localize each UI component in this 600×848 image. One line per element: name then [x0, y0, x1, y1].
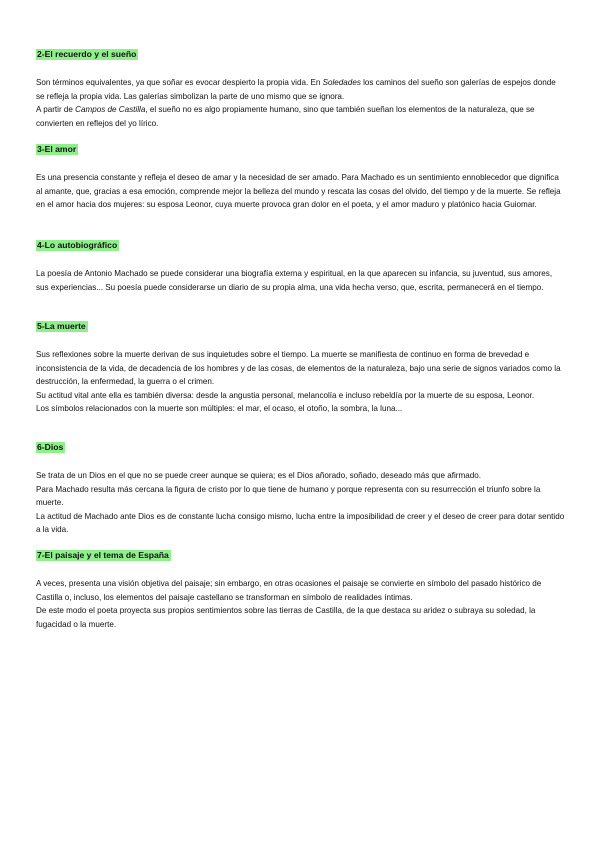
paragraph: Se trata de un Dios en el que no se puede creer aunque se quiera; es el Dios añorado, soñado, deseado más que afirmado.	[36, 471, 482, 480]
paragraph: La poesía de Antonio Machado se puede considerar una biografía externa y espiritual, en la que aparecen su infancia, su juventud, sus amores, sus experiencias... Su poesía puede considerarse un diario de su propia alma, una vida hecha verso, que, escrita, permanecerá en el tiempo.	[36, 269, 553, 292]
section-body	[36, 171, 566, 212]
paragraph: Es una presencia constante y refleja el deseo de amar y la necesidad de ser amado. Para Machado es un sentimiento ennoblecedor que dignifica al amante, que, gracias a esa emoción, comprende mejor la belleza del mundo y rescata las cosas del olvido, del tiempo y de la muerte. Se refleja en el amor hacia dos mujeres: su esposa Leonor, cuya muerte provoca gran dolor en el poeta, y el amor maduro y platónico hacia Guiomar.	[36, 173, 561, 210]
paragraph: De este modo el poeta proyecta sus propios sentimientos sobre las tierras de Castilla, de la que destaca su aridez o subraya su soledad, la fugacidad o la muerte.	[36, 606, 536, 629]
section-body	[36, 577, 566, 631]
section-autobiografico	[36, 235, 566, 294]
paragraph: Los símbolos relacionados con la muerte son múltiples: el mar, el ocaso, el otoño, la sombra, la luna...	[36, 404, 403, 414]
section-muerte	[36, 316, 566, 416]
text-run: , el sueño no es algo propiamente humano, sino que también sueñan los elementos de la naturaleza, que se convierten en reflejos del yo lírico.	[36, 105, 535, 128]
section-dios	[36, 437, 566, 537]
paragraph: La actitud de Machado ante Dios es de constante lucha consigo mismo, lucha entre la imposibilidad de creer y el deseo de creer para dotar sentido a la vida.	[36, 511, 565, 535]
paragraph: A veces, presenta una visión objetiva del paisaje; sin embargo, en otras ocasiones el paisaje se convierte en símbolo del pasado histórico de Castilla o, incluso, los elementos del paisaje castellano se transforman en símbolo de realidades íntimas.	[36, 579, 542, 602]
paragraph	[36, 76, 566, 103]
section-heading: 7-El paisaje y el tema de España	[37, 550, 169, 560]
book-title: Soledades	[322, 78, 361, 87]
paragraph: Para Machado resulta más cercana la figura de cristo por lo que tiene de humano y porque representa con su resurrección el triunfo sobre la muerte.	[36, 484, 541, 508]
section-amor	[36, 139, 566, 212]
paragraph	[36, 103, 566, 130]
section-heading: 3-El amor	[37, 144, 77, 154]
text-run: los caminos del sueño son galerías de espejos donde se refleja la propia vida. Las galerías simbolizan la parte de uno mismo que se ignora.	[36, 78, 556, 101]
section-heading: 2-El recuerdo y el sueño	[37, 49, 137, 59]
section-heading: 4-Lo autobiográfico	[37, 240, 118, 250]
section-heading: 5-La muerte	[37, 321, 86, 331]
section-body	[36, 469, 566, 537]
section-body	[36, 267, 566, 294]
section-paisaje-espana	[36, 545, 566, 631]
section-body	[36, 348, 566, 416]
paragraph: Sus reflexiones sobre la muerte derivan de sus inquietudes sobre el tiempo. La muerte se manifiesta de continuo en forma de brevedad e inconsistencia de la vida, de decadencia de los hombres y de las cosas, de elementos de la naturaleza, bajo una serie de signos variados como la destrucción, la enfermedad, la guerra o el crimen.	[36, 350, 561, 387]
text-run: A partir de	[36, 105, 76, 115]
paragraph: Su actitud vital ante ella es también diversa: desde la angustia personal, melancolía e incluso rebeldía por la muerte de su esposa, Leonor.	[36, 390, 535, 400]
section-body	[36, 76, 566, 130]
section-recuerdo-sueno	[36, 44, 566, 130]
text-run: Son términos equivalentes, ya que soñar es evocar despierto la propia vida. En	[36, 78, 323, 87]
book-title: Campos de Castilla	[75, 105, 146, 115]
section-heading: 6-Dios	[37, 442, 64, 452]
